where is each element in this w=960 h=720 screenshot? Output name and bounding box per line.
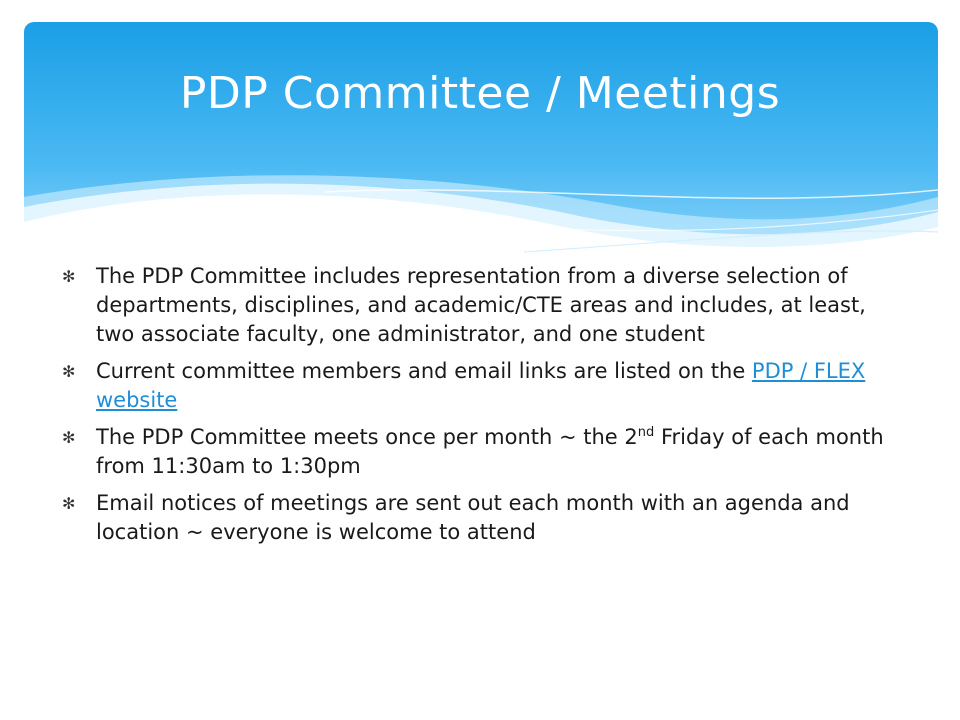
bullet-text-continued: Friday of each month from 11:30am to 1:30pm <box>96 425 884 478</box>
list-item <box>62 357 902 415</box>
bullet-text: Current committee members and email links are listed on the <box>96 359 752 383</box>
list-item <box>62 423 902 481</box>
list-item <box>62 262 902 349</box>
asterisk-bullet-icon: ✻ <box>62 267 76 286</box>
bullet-text: Email notices of meetings are sent out each month with an agenda and location ~ everyone is welcome to attend <box>96 491 850 544</box>
ordinal-superscript: nd <box>637 425 655 440</box>
list-item <box>62 489 902 547</box>
page-title: PDP Committee / Meetings <box>179 68 781 119</box>
bullet-text: The PDP Committee includes representation from a diverse selection of departments, disciplines, and academic/CTE areas and includes, at least, two associate faculty, one administrator, and one student <box>96 264 866 346</box>
asterisk-bullet-icon: ✻ <box>62 362 76 381</box>
asterisk-bullet-icon: ✻ <box>62 494 76 513</box>
pdp-flex-website-link[interactable]: PDP / FLEX website <box>96 359 866 412</box>
bullet-text: The PDP Committee meets once per month ~ the 2 <box>96 425 638 449</box>
header-wave-graphic <box>24 22 938 282</box>
bullet-list <box>62 262 902 555</box>
header-band <box>24 22 938 282</box>
asterisk-bullet-icon: ✻ <box>62 428 76 447</box>
